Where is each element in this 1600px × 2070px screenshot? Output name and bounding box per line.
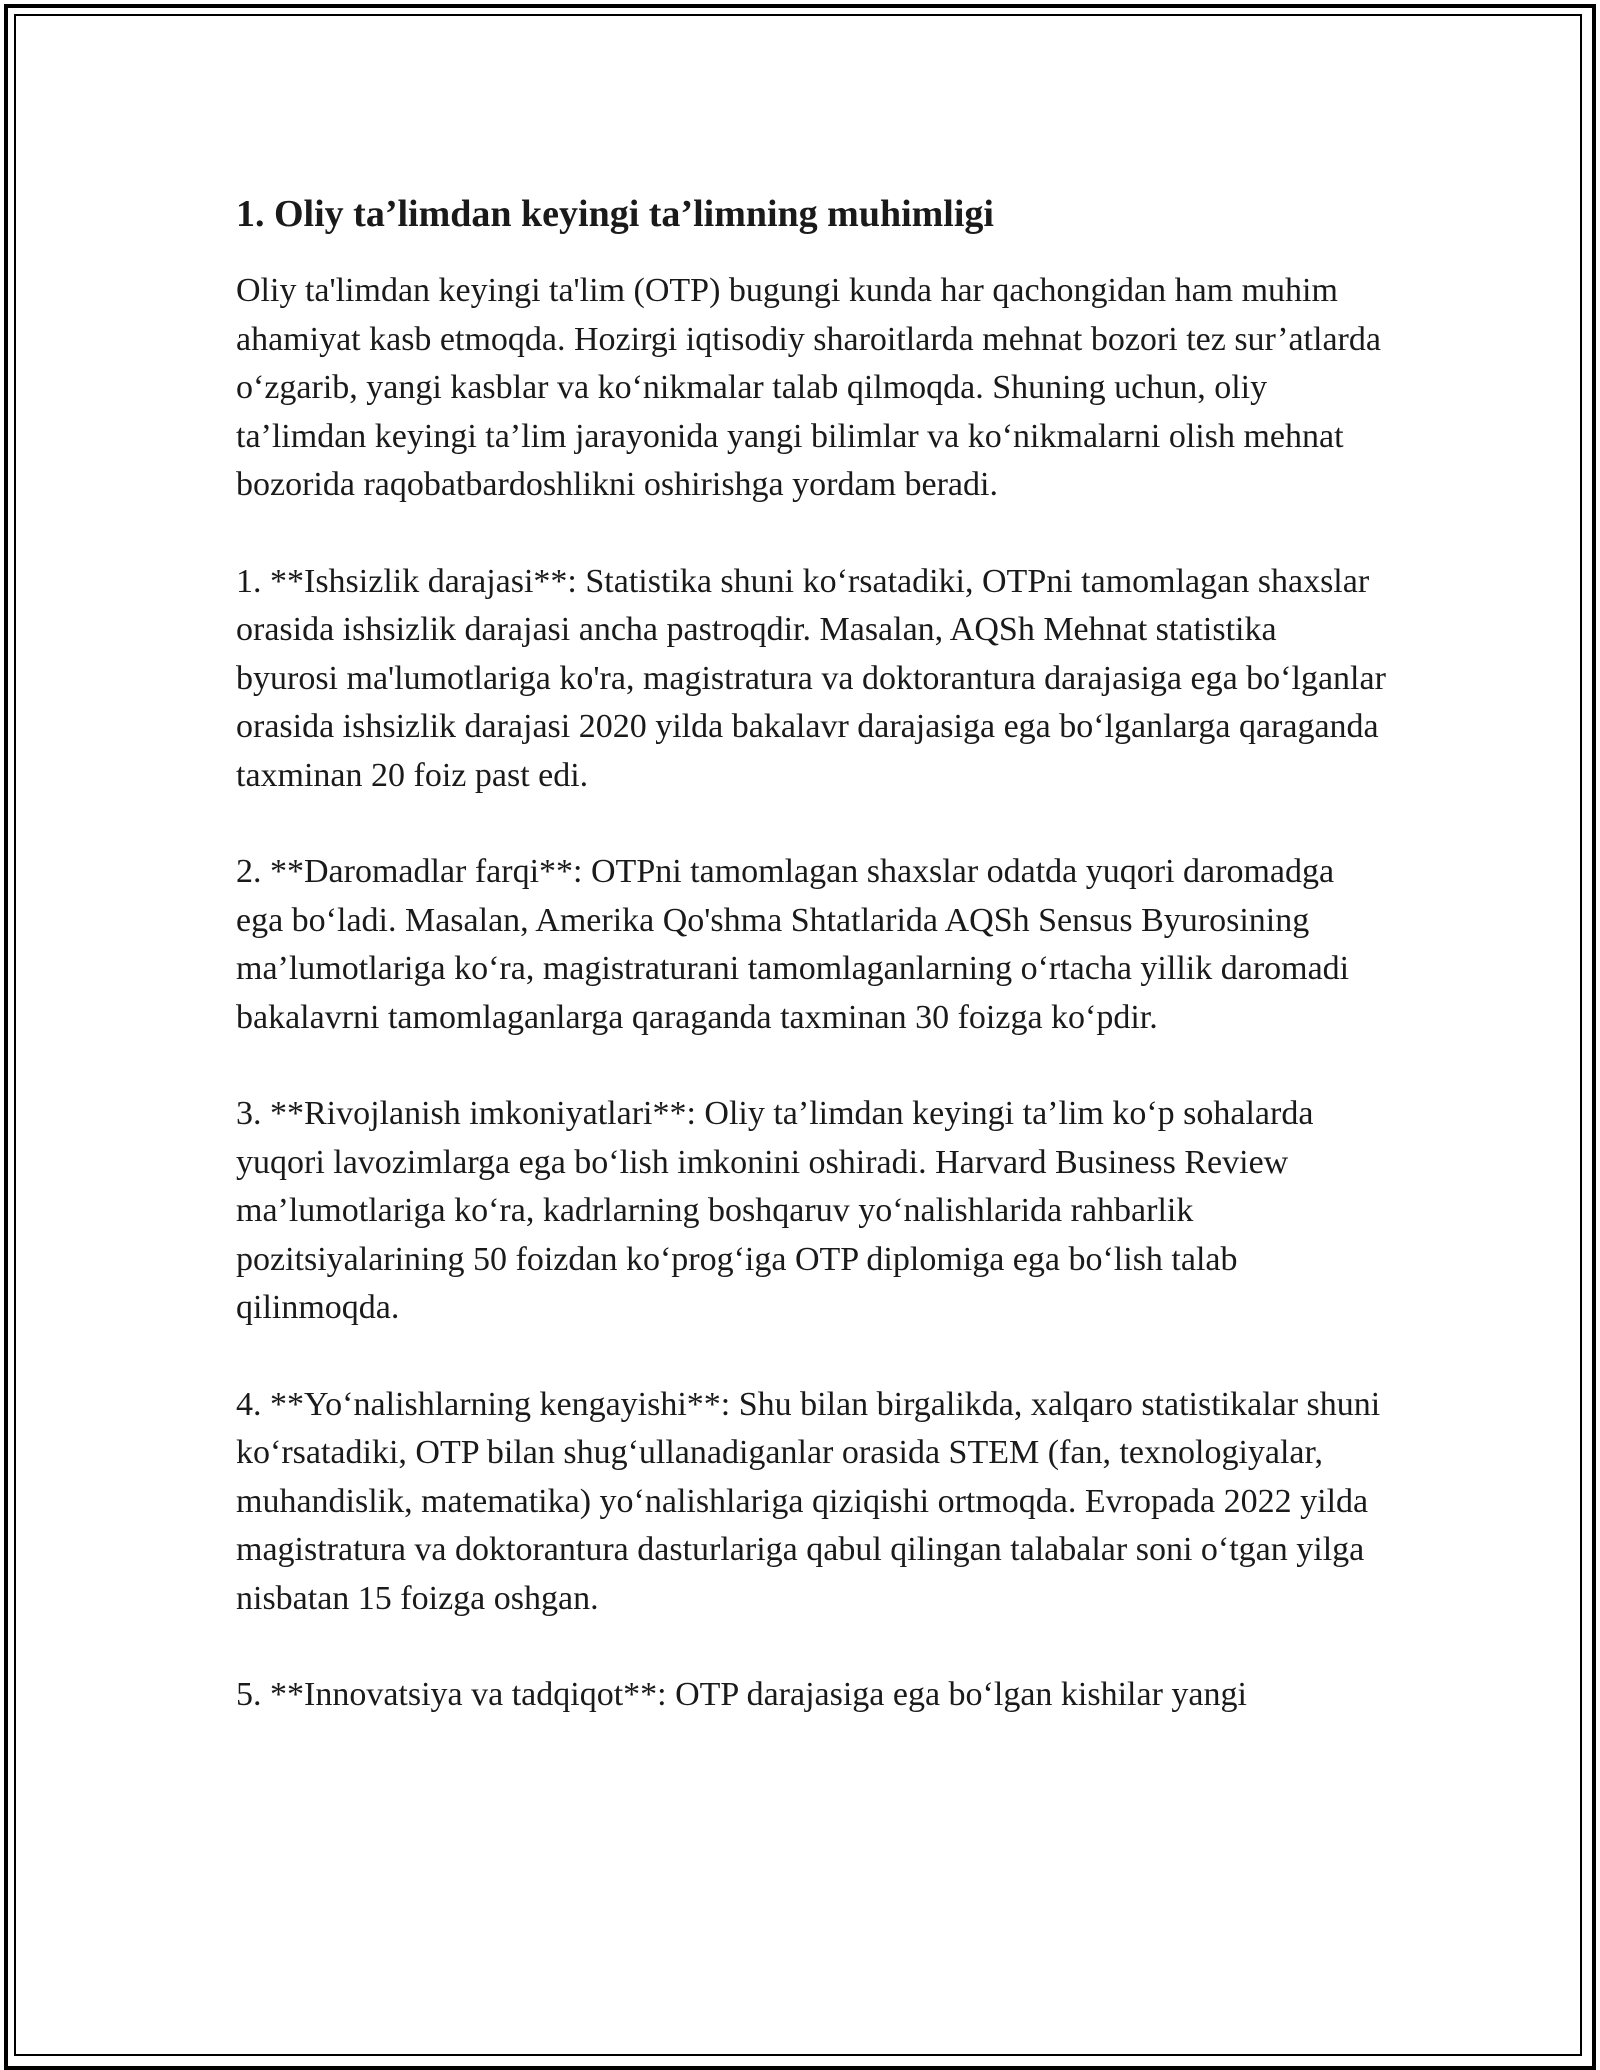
document-body bbox=[236, 185, 1386, 1768]
intro-paragraph: Oliy ta'limdan keyingi ta'lim (OTP) bugungi kunda har qachongidan ham muhim ahamiyat kasb etmoqda. Hozirgi iqtisodiy sharoitlarda mehnat bozori tez sur’atlarda o‘zgarib, yangi kasblar va ko‘nikmalar talab qilmoqda. Shuning uchun, oliy ta’limdan keyingi ta’lim jarayonida yangi bilimlar va ko‘nikmalarni olish mehnat bozorida raqobatbardoshlikni oshirishga yordam beradi. bbox=[236, 272, 1381, 503]
point-income-difference: 2. **Daromadlar farqi**: OTPni tamomlagan shaxslar odatda yuqori daromadga ega bo‘ladi. Masalan, Amerika Qo'shma Shtatlarida AQSh Sensus Byurosining ma’lumotlariga ko‘ra, magistraturani tamomlaganlarning o‘rtacha yillik daromadi bakalavrni tamomlaganlarga qaraganda taxminan 30 foizga ko‘pdir. bbox=[236, 853, 1350, 1036]
point-field-expansion: 4. **Yo‘nalishlarning kengayishi**: Shu bilan birgalikda, xalqaro statistikalar shuni ko‘rsatadiki, OTP bilan shug‘ullanadiganlar orasida STEM (fan, texnologiyalar, muhandislik, matematika) yo‘nalishlariga qiziqishi ortmoqda. Evropada 2022 yilda magistratura va doktorantura dasturlariga qabul qilingan talabalar soni o‘tgan yilga nisbatan 15 foizga oshgan. bbox=[236, 1385, 1381, 1617]
point-unemployment-rate: 1. **Ishsizlik darajasi**: Statistika shuni ko‘rsatadiki, OTPni tamomlagan shaxslar orasida ishsizlik darajasi ancha pastroqdir. Masalan, AQSh Mehnat statistika byurosi ma'lumotlariga ko'ra, magistratura va doktorantura darajasiga ega bo‘lganlar orasida ishsizlik darajasi 2020 yilda bakalavr darajasiga ega bo‘lganlarga qaraganda taxminan 20 foiz past edi. bbox=[236, 562, 1386, 794]
point-innovation-research: 5. **Innovatsiya va tadqiqot**: OTP darajasiga ega bo‘lgan kishilar yangi bbox=[236, 1676, 1247, 1713]
document-title: 1. Oliy ta’limdan keyingi ta’limning muhimligi bbox=[236, 193, 994, 235]
point-development-opportunities: 3. **Rivojlanish imkoniyatlari**: Oliy ta’limdan keyingi ta’lim ko‘p sohalarda yuqori lavozimlarga ega bo‘lish imkonini oshiradi. Harvard Business Review ma’lumotlariga ko‘ra, kadrlarning boshqaruv yo‘nalishlarida rahbarlik pozitsiyalarining 50 foizdan ko‘prog‘iga OTP diplomiga ega bo‘lish talab qilinmoqda. bbox=[236, 1095, 1314, 1326]
